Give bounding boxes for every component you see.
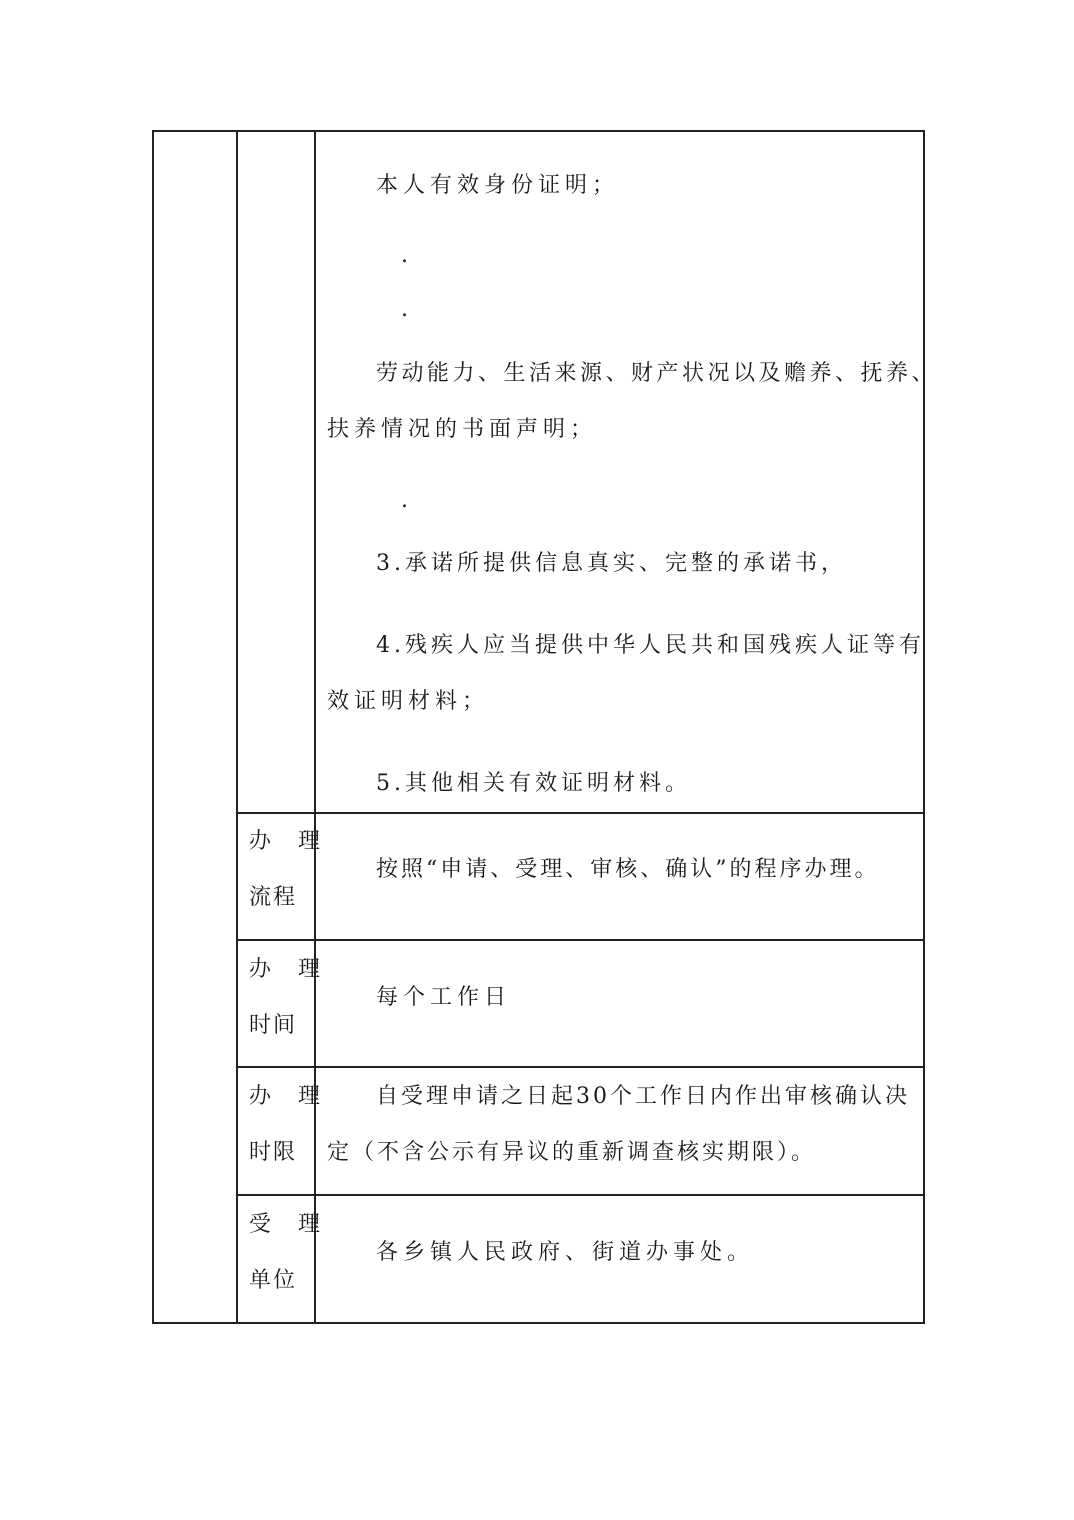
materials-line-4a: 4.残疾人应当提供中华人民共和国残疾人证等有 [376, 633, 925, 658]
label-office-top: 受 理 [249, 1212, 330, 1237]
label-hours-bottom: 时间 [249, 1013, 298, 1038]
label-process-bottom: 流程 [249, 885, 298, 910]
materials-line-4b: 效证明材料； [327, 689, 490, 714]
materials-line-1: 本人有效身份证明； [376, 173, 620, 198]
process-content: 按照“申请、受理、审核、确认”的程序办理。 [376, 857, 880, 882]
label-process-top: 办 理 [249, 829, 330, 854]
materials-line-2b: 扶养情况的书面声明； [327, 417, 598, 442]
label-office-bottom: 单位 [249, 1268, 298, 1293]
office-content: 各乡镇人民政府、街道办事处。 [376, 1240, 755, 1265]
row-separator-2 [236, 939, 925, 941]
materials-line-2a: 劳动能力、生活来源、财产状况以及赡养、抚养、 [376, 361, 938, 386]
table-left-border [152, 130, 154, 1323]
table-right-border [923, 130, 925, 1323]
materials-line-5: 5.其他相关有效证明材料。 [376, 771, 691, 796]
deadline-content-b: 定（不含公示有异议的重新调查核实期限）。 [327, 1140, 817, 1165]
materials-dot-2: . [401, 297, 408, 322]
materials-line-3: 3.承诺所提供信息真实、完整的承诺书， [376, 551, 847, 576]
column-divider-2 [314, 130, 316, 1323]
hours-content: 每个工作日 [376, 985, 512, 1010]
materials-dot-1: . [401, 243, 408, 268]
row-separator-3 [236, 1066, 925, 1068]
table-top-border [152, 130, 925, 132]
label-hours-top: 办 理 [249, 957, 330, 982]
deadline-content-a: 自受理申请之日起30个工作日内作出审核确认决 [376, 1084, 910, 1109]
label-deadline-bottom: 时限 [249, 1140, 298, 1165]
materials-dot-3: . [401, 488, 408, 513]
row-separator-4 [236, 1194, 925, 1196]
column-divider-1 [236, 130, 238, 1323]
table-bottom-border [152, 1322, 925, 1324]
label-deadline-top: 办 理 [249, 1084, 330, 1109]
row-separator-1 [236, 812, 925, 814]
